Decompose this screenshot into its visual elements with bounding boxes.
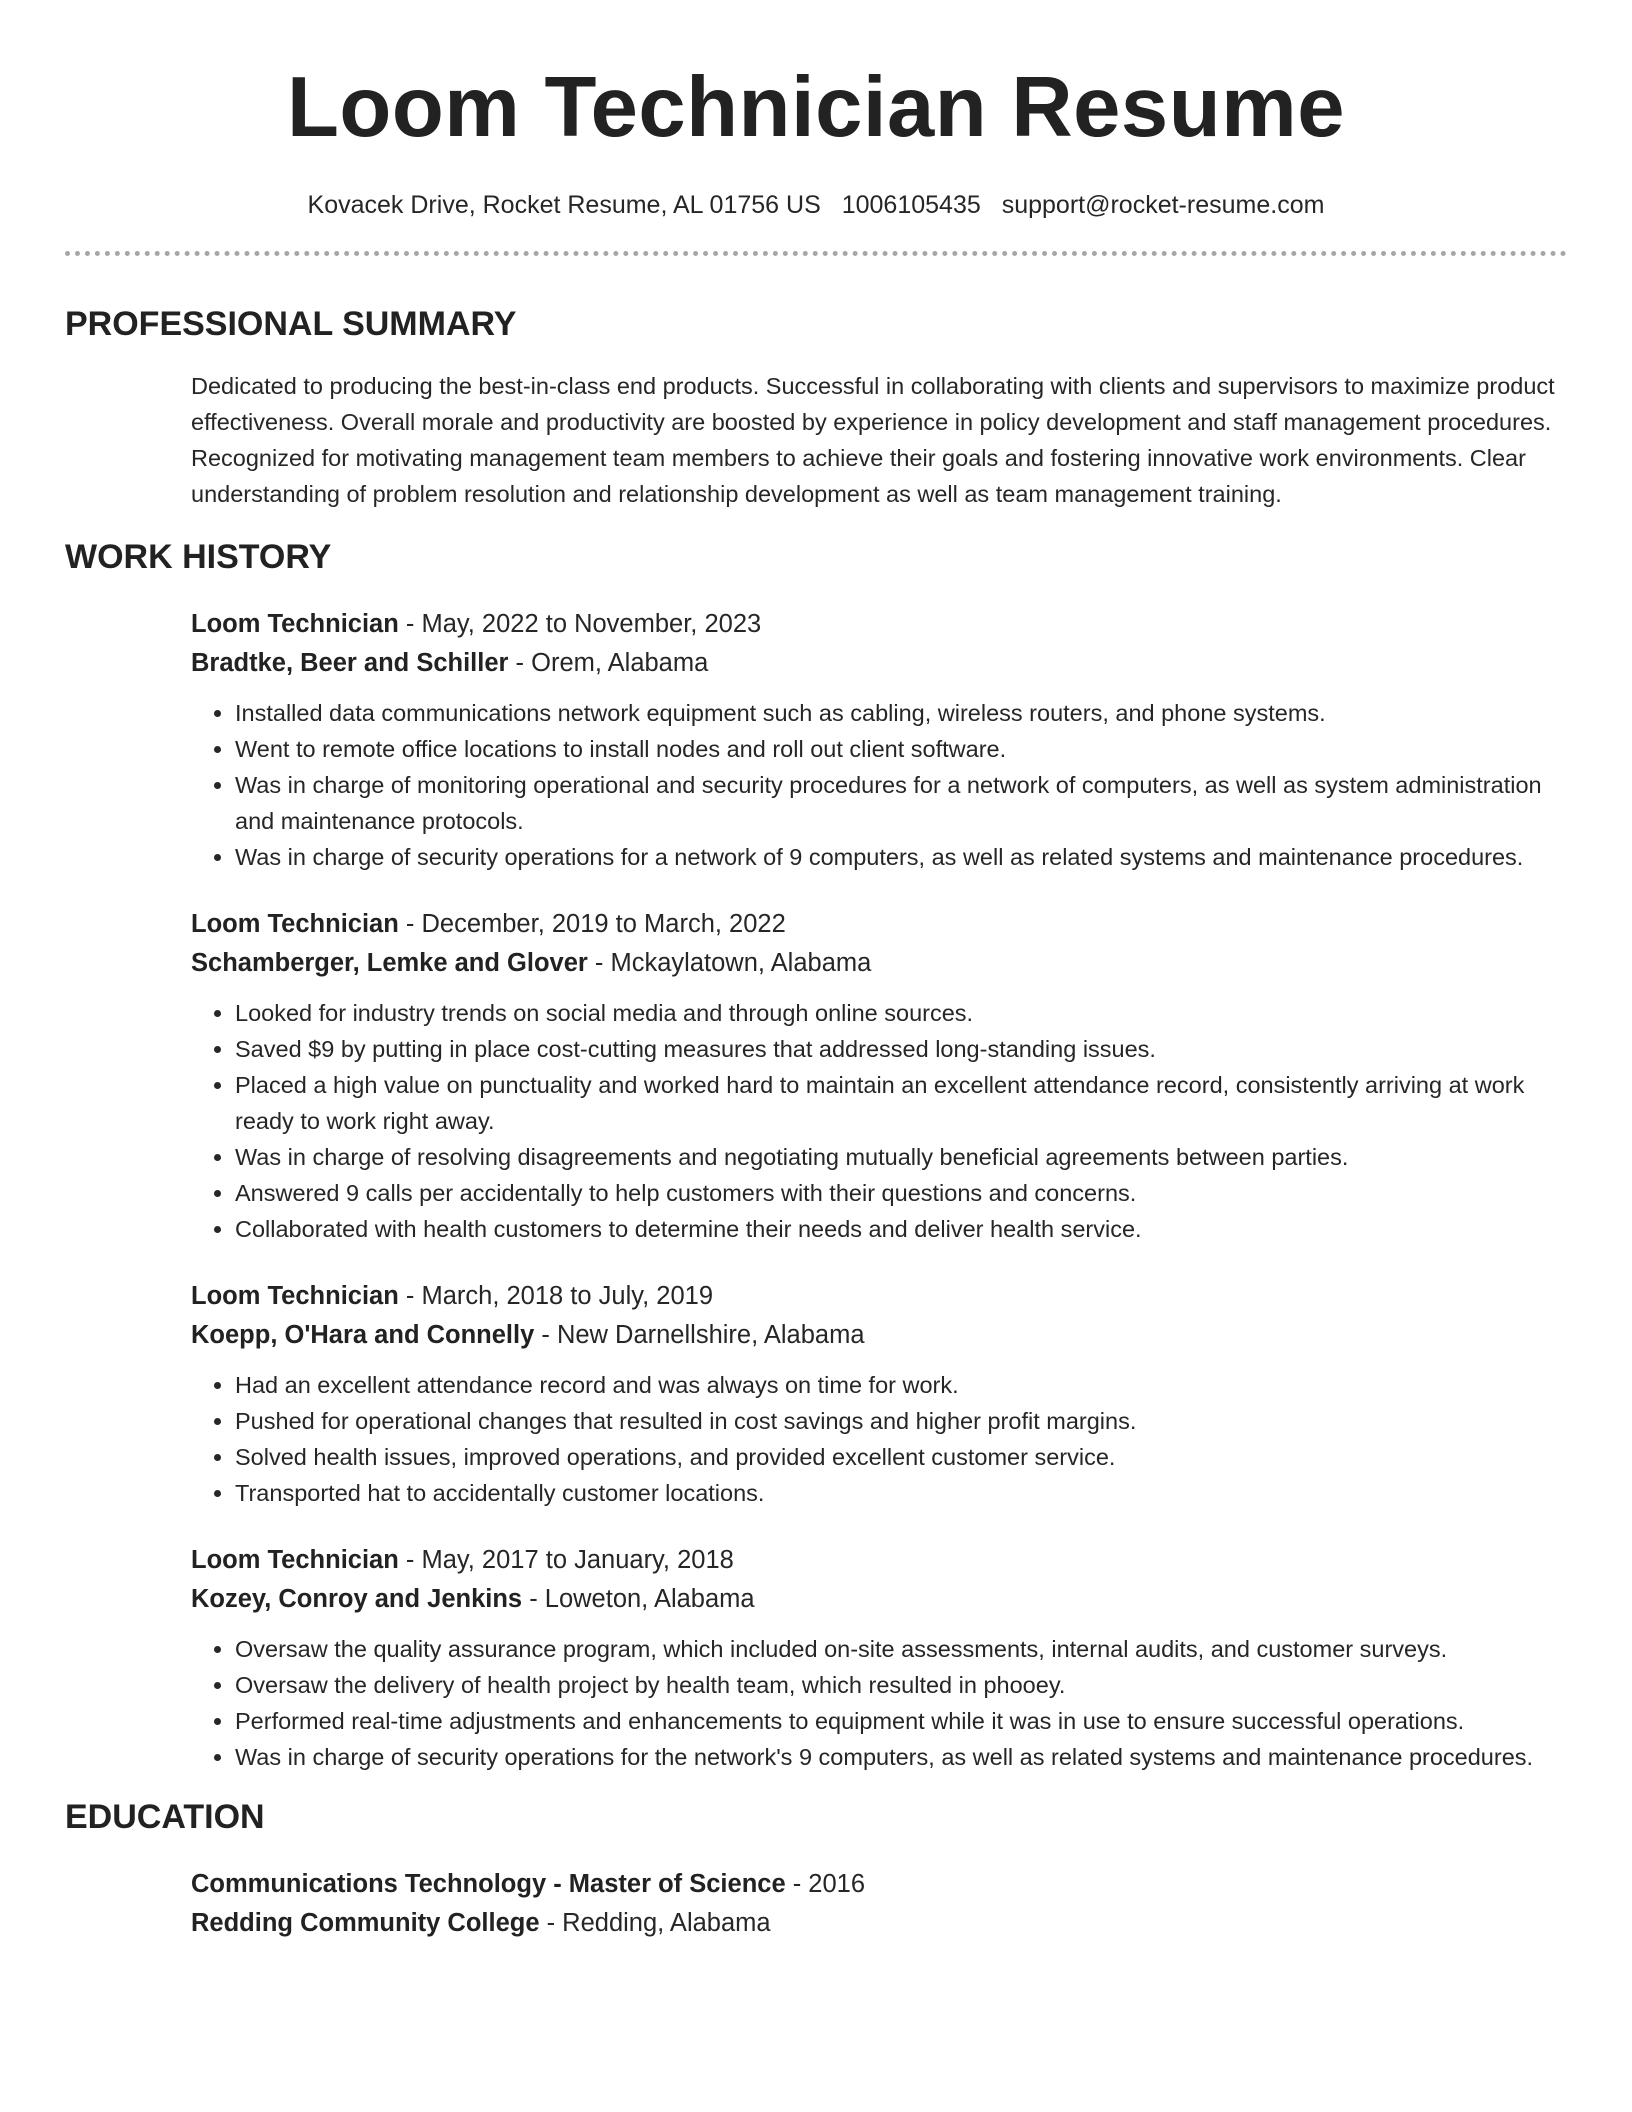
job-entry bbox=[191, 1277, 1567, 1511]
education-degree-line bbox=[191, 1865, 1567, 1904]
list-item: • Was in charge of security operations for a network of 9 computers, as well as related systems and maintenance procedures. bbox=[235, 839, 1567, 875]
job-title: Loom Technician bbox=[191, 1546, 399, 1574]
job-title-line bbox=[191, 905, 1567, 944]
section-title-work: WORK HISTORY bbox=[65, 538, 332, 576]
list-item: • Was in charge of resolving disagreements and negotiating mutually beneficial agreements between parties. bbox=[235, 1139, 1567, 1175]
education-degree: Communications Technology - Master of Science bbox=[191, 1870, 786, 1898]
job-title-line bbox=[191, 1277, 1567, 1316]
list-item: • Solved health issues, improved operations, and provided excellent customer service. bbox=[235, 1439, 1567, 1475]
list-item: • Was in charge of monitoring operational and security procedures for a network of computers, as well as system administration and maintenance protocols. bbox=[235, 767, 1567, 839]
job-location: - New Darnellshire, Alabama bbox=[534, 1321, 865, 1349]
job-company-line bbox=[191, 1580, 1567, 1619]
job-title: Loom Technician bbox=[191, 1282, 399, 1310]
section-title-education: EDUCATION bbox=[65, 1798, 265, 1836]
job-entry bbox=[191, 605, 1567, 875]
education-location: - Redding, Alabama bbox=[539, 1909, 771, 1937]
job-bullets bbox=[191, 695, 1567, 875]
job-bullets bbox=[191, 995, 1567, 1247]
job-location: - Loweton, Alabama bbox=[522, 1585, 755, 1613]
list-item: • Installed data communications network equipment such as cabling, wireless routers, and phone systems. bbox=[235, 695, 1567, 731]
list-item: • Collaborated with health customers to determine their needs and deliver health service. bbox=[235, 1211, 1567, 1247]
education-school-line bbox=[191, 1904, 1567, 1943]
contact-email: support@rocket-resume.com bbox=[1001, 191, 1325, 219]
job-entry bbox=[191, 1541, 1567, 1775]
job-company: Kozey, Conroy and Jenkins bbox=[191, 1585, 523, 1613]
education-school: Redding Community College bbox=[191, 1909, 540, 1937]
page-title: Loom Technician Resume bbox=[287, 60, 1345, 155]
job-entry bbox=[191, 905, 1567, 1247]
work-section bbox=[65, 605, 1567, 1775]
section-title-summary: PROFESSIONAL SUMMARY bbox=[65, 305, 517, 343]
list-item: • Transported hat to accidentally customer locations. bbox=[235, 1475, 1567, 1511]
job-company: Bradtke, Beer and Schiller bbox=[191, 649, 509, 677]
job-bullets bbox=[191, 1631, 1567, 1775]
list-item: • Looked for industry trends on social media and through online sources. bbox=[235, 995, 1567, 1031]
contact-address: Kovacek Drive, Rocket Resume, AL 01756 US bbox=[307, 191, 821, 219]
job-company: Koepp, O'Hara and Connelly bbox=[191, 1321, 535, 1349]
job-dates: - May, 2017 to January, 2018 bbox=[398, 1546, 734, 1574]
job-company: Schamberger, Lemke and Glover bbox=[191, 949, 588, 977]
list-item: • Performed real-time adjustments and enhancements to equipment while it was in use to ensure successful operations. bbox=[235, 1703, 1567, 1739]
summary-text: Dedicated to producing the best-in-class end products. Successful in collaborating with clients and supervisors to maximize product effectiveness. Overall morale and productivity are boosted by experience in policy development and staff management procedures. Recognized for motivating management team members to achieve their goals and fostering innovative work environments. Clear understanding of problem resolution and relationship development as well as team management training. bbox=[191, 373, 1555, 507]
list-item: • Went to remote office locations to install nodes and roll out client software. bbox=[235, 731, 1567, 767]
list-item: • Oversaw the quality assurance program, which included on-site assessments, internal audits, and customer surveys. bbox=[235, 1631, 1567, 1667]
job-dates: - December, 2019 to March, 2022 bbox=[398, 910, 786, 938]
contact-line bbox=[65, 188, 1567, 222]
list-item: • Placed a high value on punctuality and worked hard to maintain an excellent attendance record, consistently arriving at work ready to work right away. bbox=[235, 1067, 1567, 1139]
list-item: • Saved $9 by putting in place cost-cutting measures that addressed long-standing issues. bbox=[235, 1031, 1567, 1067]
job-title: Loom Technician bbox=[191, 610, 399, 638]
job-title-line bbox=[191, 605, 1567, 644]
job-dates: - May, 2022 to November, 2023 bbox=[398, 610, 762, 638]
dotted-divider bbox=[65, 251, 1567, 256]
job-location: - Orem, Alabama bbox=[508, 649, 709, 677]
list-item: • Was in charge of security operations for the network's 9 computers, as well as related systems and maintenance procedures. bbox=[235, 1739, 1567, 1775]
contact-phone: 1006105435 bbox=[841, 191, 981, 219]
education-section bbox=[65, 1865, 1567, 1943]
list-item: • Had an excellent attendance record and was always on time for work. bbox=[235, 1367, 1567, 1403]
job-company-line bbox=[191, 644, 1567, 683]
list-item: • Answered 9 calls per accidentally to help customers with their questions and concerns. bbox=[235, 1175, 1567, 1211]
education-year: - 2016 bbox=[785, 1870, 866, 1898]
job-title: Loom Technician bbox=[191, 910, 399, 938]
list-item: • Oversaw the delivery of health project by health team, which resulted in phooey. bbox=[235, 1667, 1567, 1703]
list-item: • Pushed for operational changes that resulted in cost savings and higher profit margins. bbox=[235, 1403, 1567, 1439]
job-title-line bbox=[191, 1541, 1567, 1580]
job-company-line bbox=[191, 1316, 1567, 1355]
job-company-line bbox=[191, 944, 1567, 983]
summary-section bbox=[65, 368, 1567, 512]
job-dates: - March, 2018 to July, 2019 bbox=[398, 1282, 714, 1310]
job-location: - Mckaylatown, Alabama bbox=[587, 949, 872, 977]
job-bullets bbox=[191, 1367, 1567, 1511]
